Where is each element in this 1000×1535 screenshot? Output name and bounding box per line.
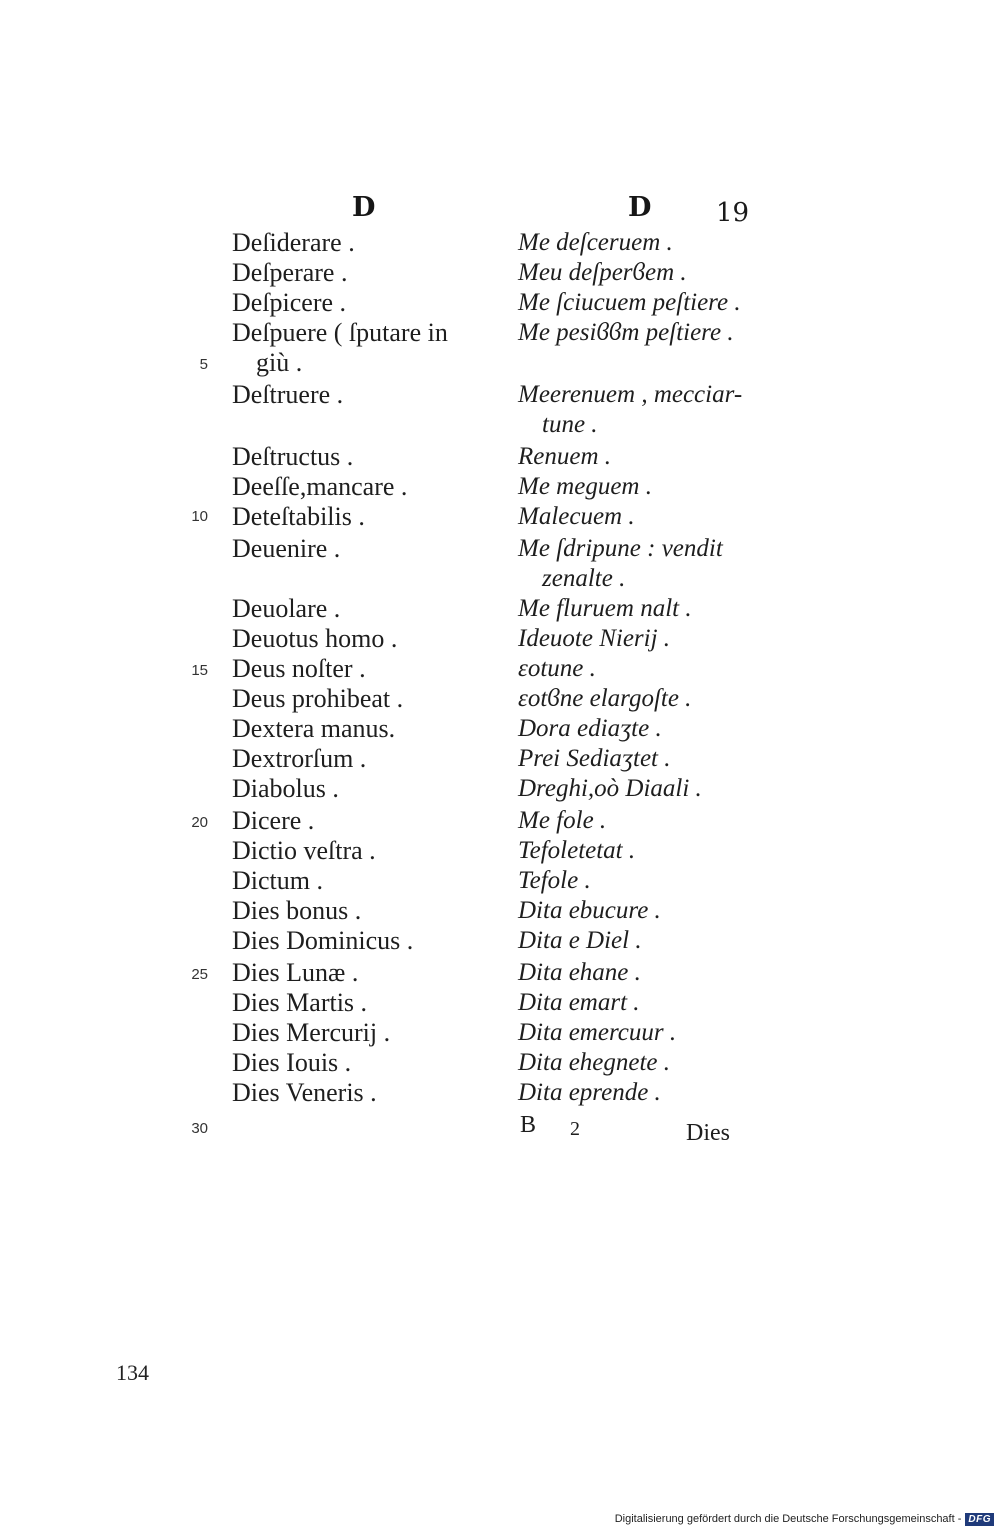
latin-term: Dextrorſum .: [232, 744, 367, 773]
latin-term: Deſtruere .: [232, 380, 344, 409]
albanian-term: ɛotϐne elargoſte .: [518, 685, 692, 712]
latin-term: Deuolare .: [232, 594, 341, 623]
line-number: 15: [191, 662, 208, 679]
latin-term: Dies bonus .: [232, 896, 362, 925]
line-number: 25: [191, 966, 208, 983]
albanian-term: Dita emercuur .: [518, 1019, 677, 1046]
albanian-term: Me ſdripune : vendit: [518, 535, 723, 562]
albanian-term: Me meguem .: [518, 473, 652, 500]
albanian-term: ɛotune .: [518, 655, 596, 682]
page-number: 134: [116, 1360, 149, 1385]
albanian-term: Dita emart .: [518, 989, 640, 1016]
albanian-term: Meu deſperϐem .: [518, 259, 687, 286]
latin-term: Deſtructus .: [232, 442, 354, 471]
albanian-term: Dita eprende .: [518, 1079, 661, 1106]
albanian-term: Dita e Diel .: [518, 927, 642, 954]
latin-term: Deſpuere ( ſputare in: [232, 318, 448, 347]
latin-term: Dies Mercurij .: [232, 1018, 391, 1047]
latin-term: Deus noſter .: [232, 654, 366, 683]
latin-term: Dies Martis .: [232, 988, 368, 1017]
albanian-term: Me ſciucuem peſtiere .: [518, 289, 741, 316]
albanian-term: Dreghi,oò Diaali .: [518, 775, 702, 802]
albanian-term: Malecuem .: [518, 503, 635, 530]
albanian-term: Me pesiϐϐm peſtiere .: [518, 319, 734, 346]
latin-term: Dicere .: [232, 806, 315, 835]
albanian-term: Ideuote Nierij .: [518, 625, 671, 652]
albanian-term: Dita ehegnete .: [518, 1049, 671, 1076]
albanian-term: Me fole .: [518, 807, 607, 834]
latin-term: Deuenire .: [232, 534, 341, 563]
latin-term: Deus prohibeat .: [232, 684, 404, 713]
running-head-right: D: [628, 192, 652, 223]
running-head-left: D: [352, 192, 376, 223]
latin-term: Dictum .: [232, 866, 323, 895]
latin-term: giù .: [256, 348, 303, 377]
dfg-logo: DFG: [965, 1513, 994, 1526]
latin-term: Dies Iouis .: [232, 1048, 352, 1077]
folio-number: 19: [716, 198, 750, 228]
line-number: 5: [199, 356, 208, 373]
latin-term: Dies Lunæ .: [232, 958, 359, 987]
albanian-term: tune .: [542, 411, 598, 438]
albanian-term: Tefole .: [518, 867, 591, 894]
latin-term: Dies Veneris .: [232, 1078, 377, 1107]
albanian-term: Meerenuem , mecciar-: [518, 381, 743, 408]
albanian-term: Tefoletetat .: [518, 837, 636, 864]
catchword: Dies: [686, 1120, 730, 1146]
latin-term: Deeſſe,mancare .: [232, 472, 408, 501]
latin-term: Deuotus homo .: [232, 624, 398, 653]
credit-text: Digitalisierung gefördert durch die Deutsche Forschungsgemeinschaft -: [614, 1513, 962, 1525]
albanian-term: Dora ediaʒte .: [518, 715, 662, 742]
albanian-term: Me fluruem nalt .: [518, 595, 692, 622]
latin-term: Deſperare .: [232, 258, 348, 287]
latin-term: Diabolus .: [232, 774, 339, 803]
latin-term: Dictio veſtra .: [232, 836, 376, 865]
line-number: 20: [191, 814, 208, 831]
albanian-term: Me deſceruem .: [518, 229, 673, 256]
latin-term: Dies Dominicus .: [232, 926, 414, 955]
line-number: 30: [191, 1120, 208, 1137]
line-number: 10: [191, 508, 208, 525]
latin-term: Deſpicere .: [232, 288, 347, 317]
albanian-term: Dita ebucure .: [518, 897, 661, 924]
albanian-term: Renuem .: [518, 443, 612, 470]
signature-mark: B: [520, 1112, 537, 1138]
latin-term: Dextera manus.: [232, 714, 396, 743]
latin-term: Deſiderare .: [232, 228, 355, 257]
latin-term: Deteſtabilis .: [232, 502, 365, 531]
funding-credit: [615, 1509, 994, 1529]
albanian-term: zenalte .: [542, 565, 626, 592]
albanian-term: Prei Sediaʒtet .: [518, 745, 671, 772]
albanian-term: Dita ehane .: [518, 959, 641, 986]
signature-number: 2: [570, 1118, 580, 1140]
